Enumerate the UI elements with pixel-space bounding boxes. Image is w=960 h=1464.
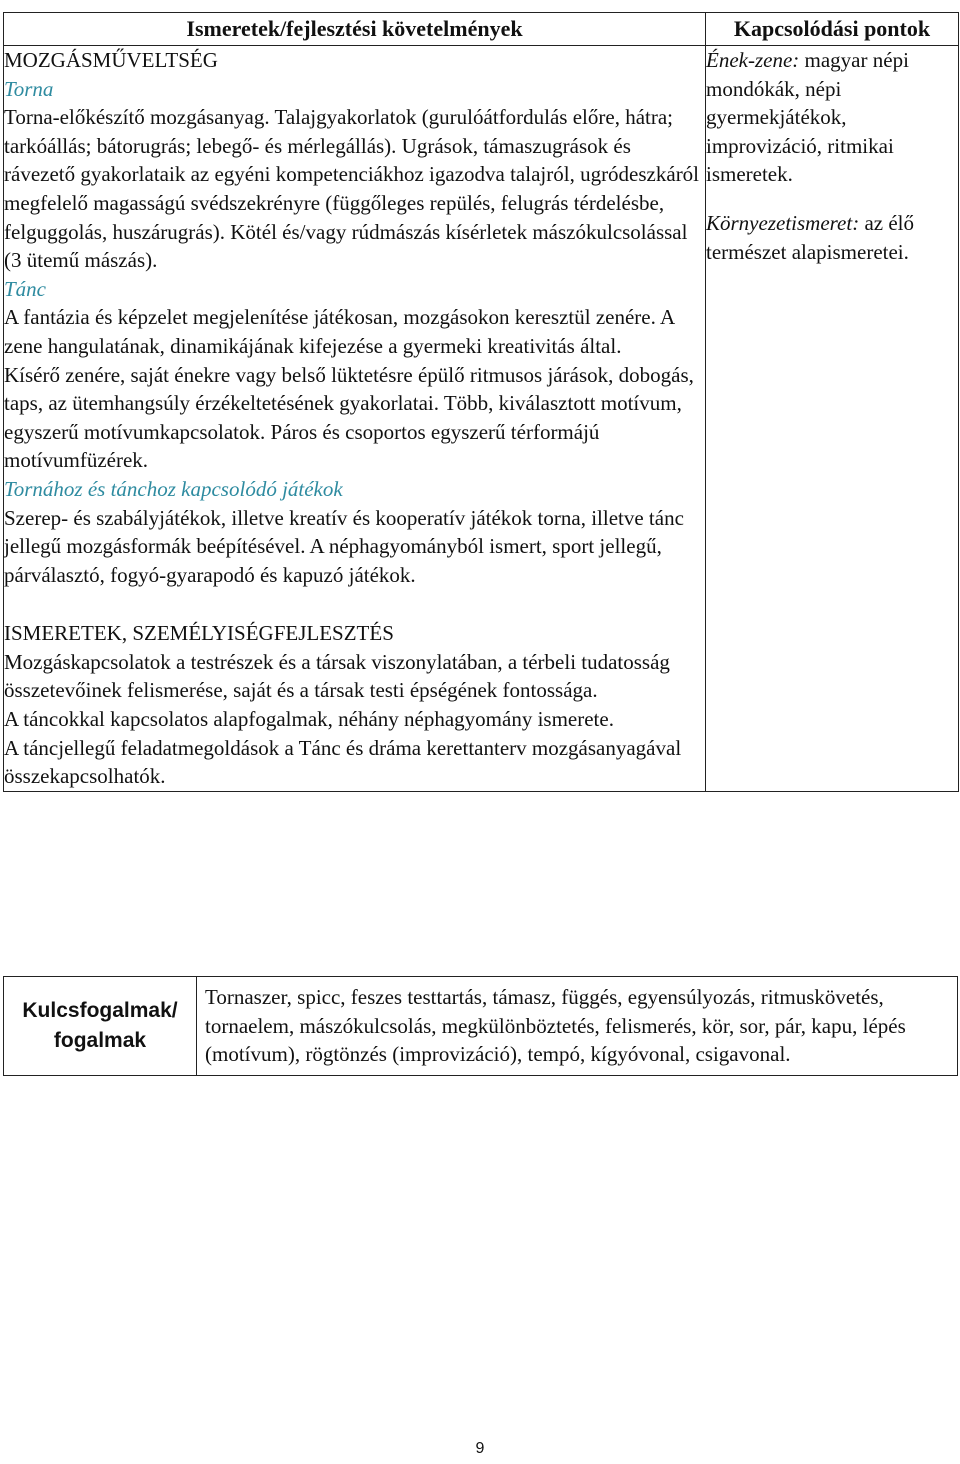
subsection-title-jatekok: Tornához és tánchoz kapcsolódó játékok [4,476,343,501]
paragraph-tanc-1: A fantázia és képzelet megjelenítése játékosan, mozgásokon keresztül zenére. A zene hangulatának, dinamikájának kifejezése a gyermeki kreativitás által. [4,305,674,358]
key-concepts-table [3,976,958,1076]
torna-text-climbing: Kötél és/vagy rúdmászás kísérletek mászókulcsolással (3 ütemű mászás). [4,219,688,273]
subsection-title-tanc: Tánc [4,276,46,301]
requirements-table [3,12,959,792]
paragraph-jatekok: Szerep- és szabályjátékok, illetve kreatív és kooperatív játékok torna, illetve tánc jellegű mozgásformák beépítésével. A néphagyományból ismert, sport jellegű, párválasztó, fogyó-gyarapodó és kapuzó játékok. [4,505,684,587]
connection-enek-zene [706,46,958,189]
section-mozgasmuveltseg [4,46,705,589]
spacer [4,589,705,619]
requirements-cell [4,46,706,792]
header-requirements: Ismeretek/fejlesztési követelmények [4,13,706,46]
key-concepts-text: Tornaszer, spicc, feszes testtartás, támasz, függés, egyensúlyozás, ritmuskövetés, tornaelem, mászókulcsolás, megkülönböztetés, felismerés, kör, sor, pár, kapu, lépés (motívum), rögtönzés (improvizáció), tempó, kígyóvonal, csigavonal. [197,977,958,1076]
connection-label-kornyezet: Környezetismeret: [706,210,860,235]
subsection-title-torna: Torna [4,76,54,101]
connection-text-enek: magyar népi mondókák, népi gyermekjátékok, improvizáció, ritmikai ismeretek. [706,48,909,187]
section-title-ismeretek: ISMERETEK, SZEMÉLYISÉGFEJLESZTÉS [4,621,394,646]
paragraph-ismeretek-2: A táncokkal kapcsolatos alapfogalmak, néhány néphagyomány ismerete. [4,707,614,732]
paragraph-ismeretek-1: Mozgáskapcsolatok a testrészek és a társak viszonylatában, a térbeli tudatosság összetevőinek felismerése, saját és a társak testi épségének fontossága. [4,649,670,703]
paragraph-tanc-2: Kísérő zenére, saját énekre vagy belső lüktetésre épülő ritmusos járások, dobogás, taps, az ütemhangsúly érzékeltetésének gyakorlatai. Több, kiválasztott motívum, egyszerű motívumkapcsolatok. Páros és csoportos egyszerű térformájú motívumfüzérek. [4,362,694,473]
connection-text-kornyezet: az élő természet alapismeretei. [706,210,914,264]
section-title: MOZGÁSMŰVELTSÉG [4,48,218,72]
table-header-row [4,13,959,46]
header-connections: Kapcsolódási pontok [706,13,959,46]
page-number: 9 [475,1440,485,1457]
connection-label-enek: Ének-zene: [706,48,800,72]
connection-kornyezetismeret [706,209,958,266]
table-content-row [4,46,959,792]
key-concepts-row [4,977,958,1076]
connections-cell [706,46,959,792]
torna-text: Torna-előkészítő mozgásanyag. Talajgyakorlatok (gurulóátfordulás előre, hátra; tarkóállás; bátorugrás; lebegő- és mérlegállás). Ugrások, támaszugrások és rávezető gyakorlataik az egyéni kompetenciákhoz igazodva talajról, ugródeszkáról megfelelő magasságú svédszekrényre (függőleges repülés, felugrás térdelésbe, felguggolás, huszárugrás). [4,105,700,244]
paragraph-torna [4,103,705,275]
section-ismeretek [4,619,705,791]
key-concepts-label: Kulcsfogalmak/ fogalmak [4,977,197,1076]
paragraph-ismeretek-3: A táncjellegű feladatmegoldások a Tánc és dráma kerettanterv mozgásanyagával összekapcsolhatók. [4,735,682,789]
spacer [706,189,958,209]
